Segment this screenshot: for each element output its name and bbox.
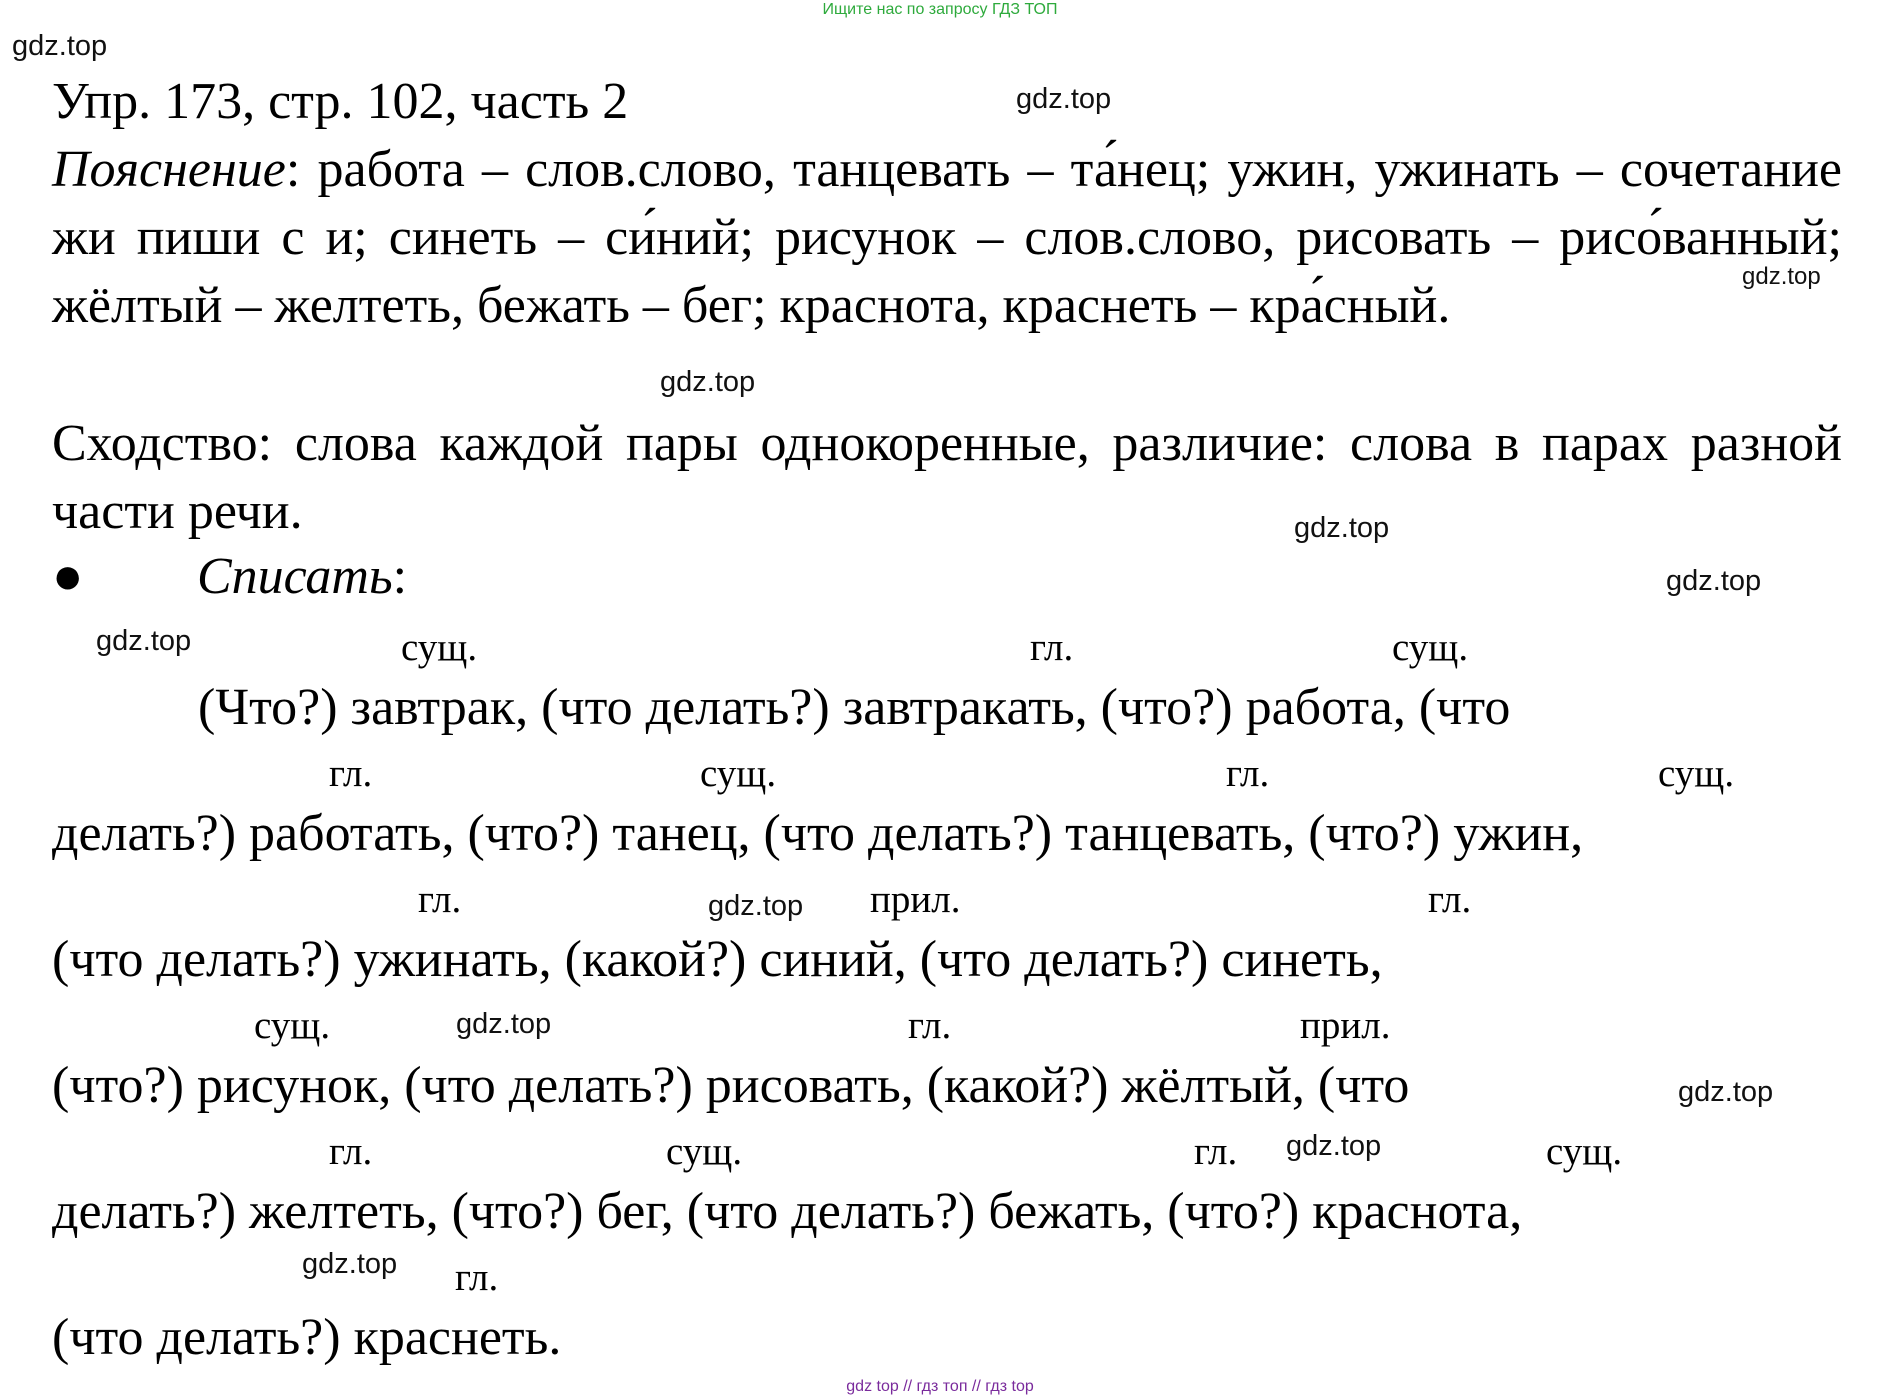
watermark: gdz.top (660, 366, 756, 398)
pos-tag: гл. (1428, 878, 1472, 921)
pos-tag: гл. (418, 878, 462, 921)
text-line: делать?) желтеть, (что?) бег, (что делать?) бежать, (что?) краснота, (52, 1183, 1523, 1240)
pos-tag: гл. (329, 1130, 373, 1173)
bullet-row (52, 545, 407, 609)
text-line: (что делать?) краснеть. (52, 1309, 562, 1366)
pos-tag: гл. (908, 1004, 952, 1047)
pos-tag: гл. (1226, 752, 1270, 795)
explanation-text: : работа – слов.слово, танцевать – та́нец; ужин, ужинать – сочетание жи пиши с и; синеть – си́ний; рисунок – слов.слово, рисовать – рисо́ванный; жёлтый – желтеть, бежать – бег; краснота, краснеть – кра́сный. (52, 141, 1842, 334)
watermark: gdz.top (12, 30, 108, 62)
pos-tag: сущ. (666, 1130, 743, 1173)
text-line: (что?) рисунок, (что делать?) рисовать, (какой?) жёлтый, (что (52, 1057, 1410, 1114)
pos-tag: прил. (870, 878, 961, 921)
text-line: (Что?) завтрак, (что делать?) завтракать, (что?) работа, (что (198, 679, 1511, 736)
pos-tag: сущ. (1546, 1130, 1623, 1173)
watermark: gdz.top (708, 890, 804, 922)
explanation-paragraph (52, 136, 1842, 340)
watermark: gdz.top (1666, 565, 1762, 597)
watermark: gdz.top (1742, 263, 1821, 290)
pos-tag: сущ. (700, 752, 777, 795)
pos-tag: сущ. (1392, 626, 1469, 669)
watermark: gdz.top (96, 625, 192, 657)
watermark: gdz.top (1286, 1130, 1382, 1162)
pos-tag: гл. (329, 752, 373, 795)
pos-tag: сущ. (1658, 752, 1735, 795)
text-line: делать?) работать, (что?) танец, (что делать?) танцевать, (что?) ужин, (52, 805, 1584, 862)
bullet-icon: ● (52, 548, 84, 605)
watermark: gdz.top (1016, 83, 1112, 115)
pos-tag: гл. (1194, 1130, 1238, 1173)
exercise-title: Упр. 173, стр. 102, часть 2 (52, 73, 629, 130)
bullet-label: Списать (197, 548, 393, 605)
top-banner[interactable]: Ищите нас по запросу ГДЗ ТОП (822, 1, 1058, 18)
pos-tag: прил. (1300, 1004, 1391, 1047)
bullet-colon: : (392, 548, 408, 605)
footer-links[interactable]: gdz top // гдз топ // гдз top (846, 1378, 1034, 1395)
pos-tag: гл. (1030, 626, 1074, 669)
similarity-paragraph: Сходство: слова каждой пары однокоренные, различие: слова в парах разной части речи. (52, 415, 1842, 540)
watermark: gdz.top (1678, 1076, 1774, 1108)
pos-tag: гл. (455, 1256, 499, 1299)
watermark: gdz.top (456, 1008, 552, 1040)
watermark: gdz.top (302, 1248, 398, 1280)
text-line: (что делать?) ужинать, (какой?) синий, (что делать?) синеть, (52, 931, 1383, 988)
pos-tag: сущ. (401, 626, 478, 669)
explanation-label: Пояснение (52, 141, 286, 198)
watermark: gdz.top (1294, 512, 1390, 544)
pos-tag: сущ. (254, 1004, 331, 1047)
